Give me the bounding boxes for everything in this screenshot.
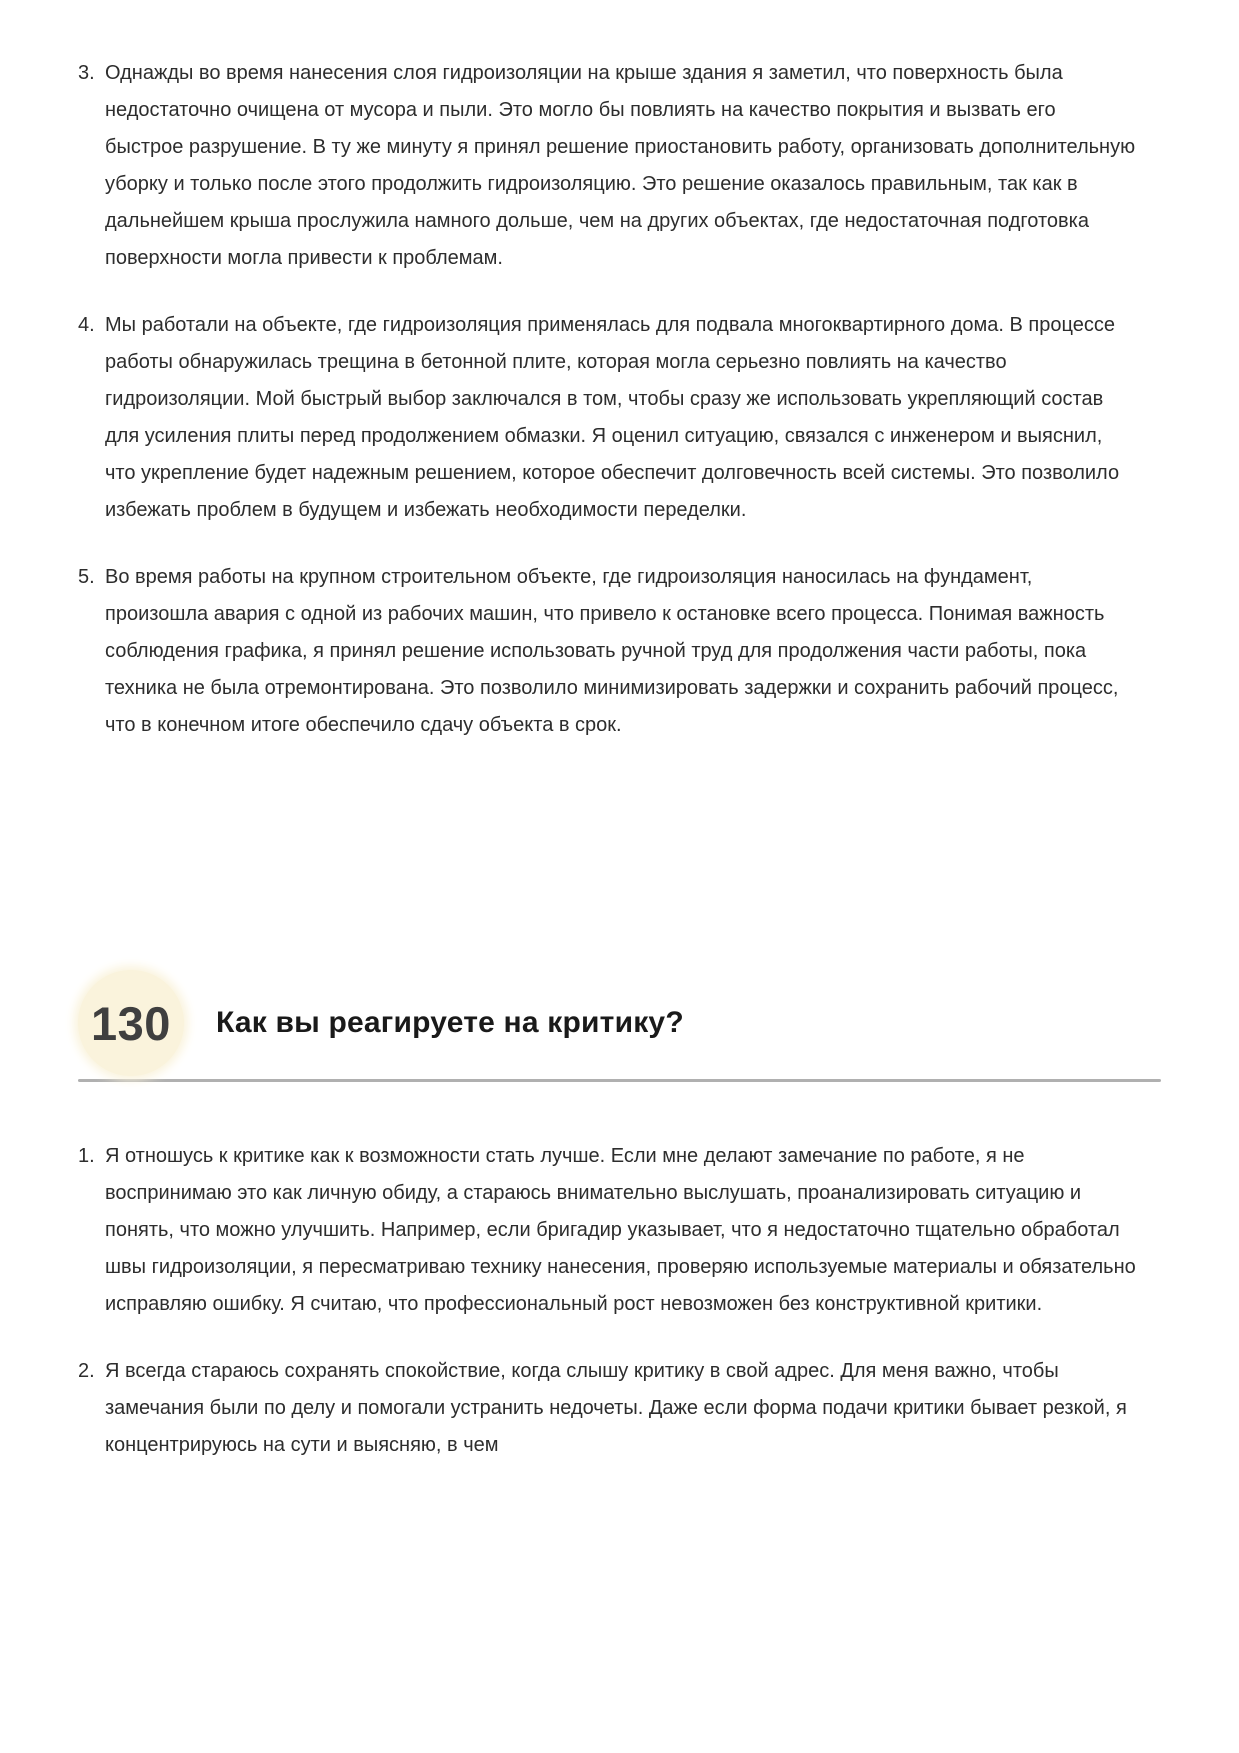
section-divider	[78, 1079, 1161, 1082]
answer-text: Во время работы на крупном строительном объекте, где гидроизоляция наносилась на фундамент, произошла авария с одной из рабочих машин, что привело к остановке всего процесса. Понимая важность соблюдения графика, я принял решение использовать ручной труд для продолжения части работы, пока техника не была отремонтирована. Это позволило минимизировать задержки и сохранить рабочий процесс, что в конечном итоге обеспечило сдачу объекта в срок.	[105, 566, 1119, 736]
answer-item	[78, 1138, 1136, 1323]
answer-item	[78, 55, 1136, 277]
current-question-answers-list	[78, 1138, 1161, 1464]
answer-item	[78, 307, 1136, 529]
answer-number: 1.	[78, 1145, 95, 1167]
answer-number: 5.	[78, 566, 95, 588]
answer-text: Однажды во время нанесения слоя гидроизоляции на крыше здания я заметил, что поверхность была недостаточно очищена от мусора и пыли. Это могло бы повлиять на качество покрытия и вызвать его быстрое разрушение. В ту же минуту я принял решение приостановить работу, организовать дополнительную уборку и только после этого продолжить гидроизоляцию. Это решение оказалось правильным, так как в дальнейшем крыша прослужила намного дольше, чем на других объектах, где недостаточная подготовка поверхности могла привести к проблемам.	[105, 62, 1136, 269]
question-header	[78, 970, 1161, 1076]
answer-text: Я всегда стараюсь сохранять спокойствие, когда слышу критику в свой адрес. Для меня важно, чтобы замечания были по делу и помогали устранить недочеты. Даже если форма подачи критики бывает резкой, я концентрируюсь на сути и выясняю, в чем	[105, 1360, 1127, 1456]
previous-question-answers-list	[78, 55, 1161, 744]
answer-text: Мы работали на объекте, где гидроизоляция применялась для подвала многоквартирного дома. В процессе работы обнаружилась трещина в бетонной плите, которая могла серьезно повлиять на качество гидроизоляции. Мой быстрый выбор заключался в том, чтобы сразу же использовать укрепляющий состав для усиления плиты перед продолжением обмазки. Я оценил ситуацию, связался с инженером и выяснил, что укрепление будет надежным решением, которое обеспечит долговечность всей системы. Это позволило избежать проблем в будущем и избежать необходимости переделки.	[105, 314, 1120, 521]
answer-item	[78, 559, 1136, 744]
question-number: 130	[91, 996, 171, 1050]
question-title: Как вы реагируете на критику?	[216, 1006, 684, 1039]
answer-number: 3.	[78, 62, 95, 84]
answer-text: Я отношусь к критике как к возможности стать лучше. Если мне делают замечание по работе, я не воспринимаю это как личную обиду, а стараюсь внимательно выслушать, проанализировать ситуацию и понять, что можно улучшить. Например, если бригадир указывает, что я недостаточно тщательно обработал швы гидроизоляции, я пересматриваю технику нанесения, проверяю используемые материалы и обязательно исправляю ошибку. Я считаю, что профессиональный рост невозможен без конструктивной критики.	[105, 1145, 1136, 1315]
answer-number: 4.	[78, 314, 95, 336]
answer-item	[78, 1353, 1136, 1464]
answer-number: 2.	[78, 1360, 95, 1382]
question-number-badge	[78, 970, 184, 1076]
